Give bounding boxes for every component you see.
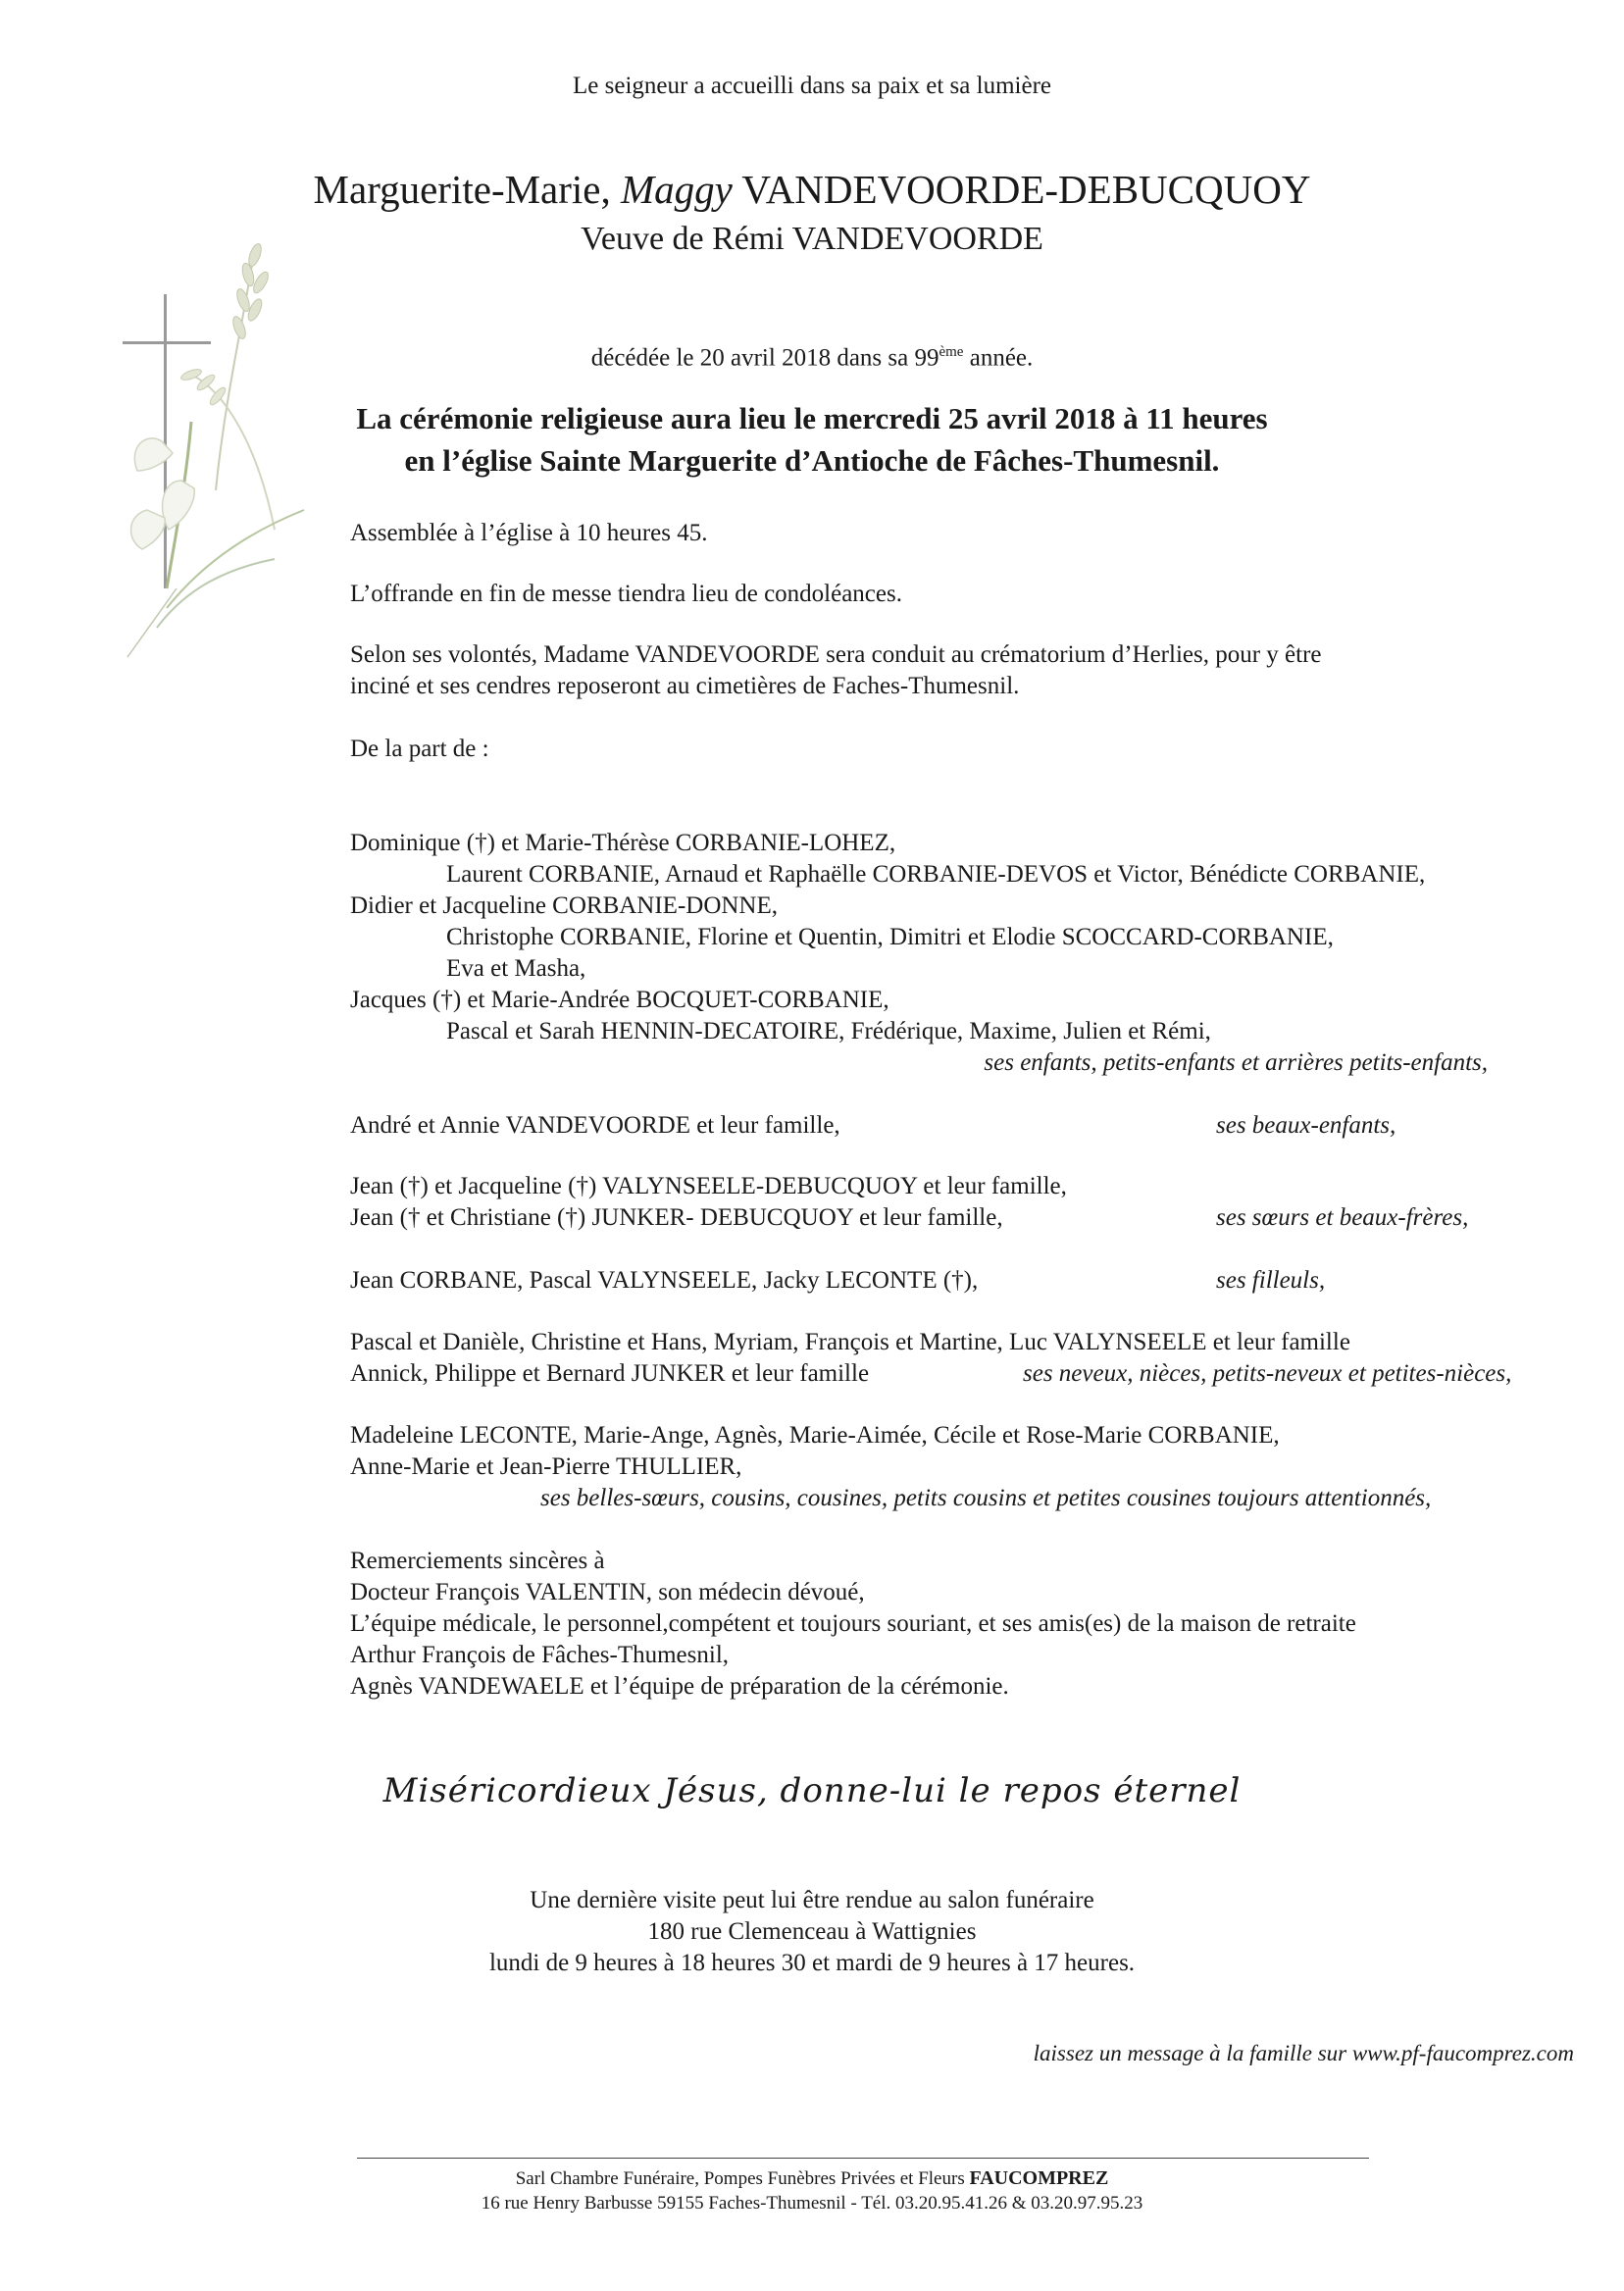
family-line: Jean († et Christiane (†) JUNKER- DEBUCQUOY et leur famille, bbox=[350, 1204, 1003, 1231]
family-line: Anne-Marie et Jean-Pierre THULLIER, bbox=[350, 1453, 742, 1480]
family-line: Annick, Philippe et Bernard JUNKER et leur famille bbox=[350, 1360, 870, 1387]
family-role: ses enfants, petits-enfants et arrières petits-enfants, bbox=[984, 1049, 1488, 1076]
family-line: Eva et Masha, bbox=[446, 955, 586, 982]
prayer-text: Miséricordieux Jésus, donne-lui le repos éternel bbox=[382, 1771, 1242, 1810]
epigraph: Le seigneur a accueilli dans sa paix et sa lumière bbox=[573, 73, 1051, 99]
family-line: Jacques (†) et Marie-Andrée BOCQUET-CORBANIE, bbox=[350, 987, 889, 1013]
family-role: ses belles-sœurs, cousins, cousines, petits cousins et petites cousines toujours attentionnés, bbox=[540, 1485, 1432, 1511]
family-line: Madeleine LECONTE, Marie-Ange, Agnès, Marie-Aimée, Cécile et Rose-Marie CORBANIE, bbox=[350, 1422, 1280, 1449]
footer-brand: FAUCOMPREZ bbox=[969, 2167, 1109, 2189]
death-suffix: année. bbox=[963, 344, 1034, 372]
deceased-first-name: Marguerite-Marie, bbox=[313, 167, 611, 212]
family-line: Laurent CORBANIE, Arnaud et Raphaëlle CORBANIE-DEVOS et Victor, Bénédicte CORBANIE, bbox=[446, 861, 1426, 888]
family-line: Dominique (†) et Marie-Thérèse CORBANIE-LOHEZ, bbox=[350, 830, 896, 856]
family-line: Pascal et Danièle, Christine et Hans, Myriam, François et Martine, Luc VALYNSEELE et leur famille bbox=[350, 1329, 1350, 1355]
from-text: De la part de : bbox=[350, 736, 489, 762]
ceremony-line-1: La cérémonie religieuse aura lieu le mercredi 25 avril 2018 à 11 heures bbox=[356, 401, 1268, 435]
thanks-line: Arthur François de Fâches-Thumesnil, bbox=[350, 1642, 730, 1668]
wishes-line-1: Selon ses volontés, Madame VANDEVOORDE sera conduit au crématorium d’Herlies, pour y être bbox=[350, 641, 1322, 668]
footer-company: Sarl Chambre Funéraire, Pompes Funèbres Privées et Fleurs bbox=[515, 2168, 970, 2189]
footer-divider bbox=[357, 2158, 1369, 2159]
family-role: ses neveux, nièces, petits-neveux et petites-nièces, bbox=[1023, 1360, 1512, 1387]
family-line: Jean CORBANE, Pascal VALYNSEELE, Jacky LECONTE (†), bbox=[350, 1267, 979, 1294]
deceased-nickname: Maggy bbox=[621, 167, 733, 212]
death-date-text: décédée le 20 avril 2018 dans sa 99 bbox=[590, 344, 939, 372]
family-role: ses filleuls, bbox=[1216, 1267, 1326, 1294]
footer-line-1 bbox=[0, 2165, 1624, 2192]
thanks-line: Agnès VANDEWAELE et l’équipe de préparation de la cérémonie. bbox=[350, 1673, 1009, 1700]
deceased-name bbox=[0, 165, 1624, 214]
footer-line-2: 16 rue Henry Barbusse 59155 Faches-Thumesnil - Tél. 03.20.95.41.26 & 03.20.97.95.23 bbox=[481, 2193, 1143, 2214]
wishes-line-2: inciné et ses cendres reposeront au cimetières de Faches-Thumesnil. bbox=[350, 673, 1020, 699]
thanks-line: L’équipe médicale, le personnel,compétent et toujours souriant, et ses amis(es) de la maison de retraite bbox=[350, 1610, 1356, 1637]
family-role: ses beaux-enfants, bbox=[1216, 1112, 1396, 1139]
family-role: ses sœurs et beaux-frères, bbox=[1216, 1204, 1469, 1231]
family-line: Didier et Jacqueline CORBANIE-DONNE, bbox=[350, 892, 779, 919]
family-line: Jean (†) et Jacqueline (†) VALYNSEELE-DEBUCQUOY et leur famille, bbox=[350, 1173, 1067, 1199]
family-line: Christophe CORBANIE, Florine et Quentin, Dimitri et Elodie SCOCCARD-CORBANIE, bbox=[446, 924, 1334, 950]
death-superscript: ème bbox=[939, 344, 964, 360]
visit-line-2: 180 rue Clemenceau à Wattignies bbox=[647, 1918, 977, 1945]
thanks-line: Remerciements sincères à bbox=[350, 1548, 605, 1574]
thanks-line: Docteur François VALENTIN, son médecin dévoué, bbox=[350, 1579, 865, 1605]
offering-text: L’offrande en fin de messe tiendra lieu de condoléances. bbox=[350, 581, 902, 607]
family-line: André et Annie VANDEVOORDE et leur famille, bbox=[350, 1112, 840, 1139]
message-link[interactable]: laissez un message à la famille sur www.pf-faucomprez.com bbox=[1033, 2041, 1574, 2065]
ceremony-line-2: en l’église Sainte Marguerite d’Antioche de Fâches-Thumesnil. bbox=[404, 443, 1220, 478]
deceased-last-name: VANDEVOORDE-DEBUCQUOY bbox=[741, 167, 1311, 212]
family-line: Pascal et Sarah HENNIN-DECATOIRE, Frédérique, Maxime, Julien et Rémi, bbox=[446, 1018, 1211, 1044]
visit-line-1: Une dernière visite peut lui être rendue au salon funéraire bbox=[530, 1887, 1094, 1913]
visit-line-3: lundi de 9 heures à 18 heures 30 et mardi de 9 heures à 17 heures. bbox=[488, 1950, 1136, 1976]
death-notice bbox=[0, 337, 1624, 373]
assembly-text: Assemblée à l’église à 10 heures 45. bbox=[350, 520, 708, 546]
widow-of: Veuve de Rémi VANDEVOORDE bbox=[581, 221, 1043, 257]
